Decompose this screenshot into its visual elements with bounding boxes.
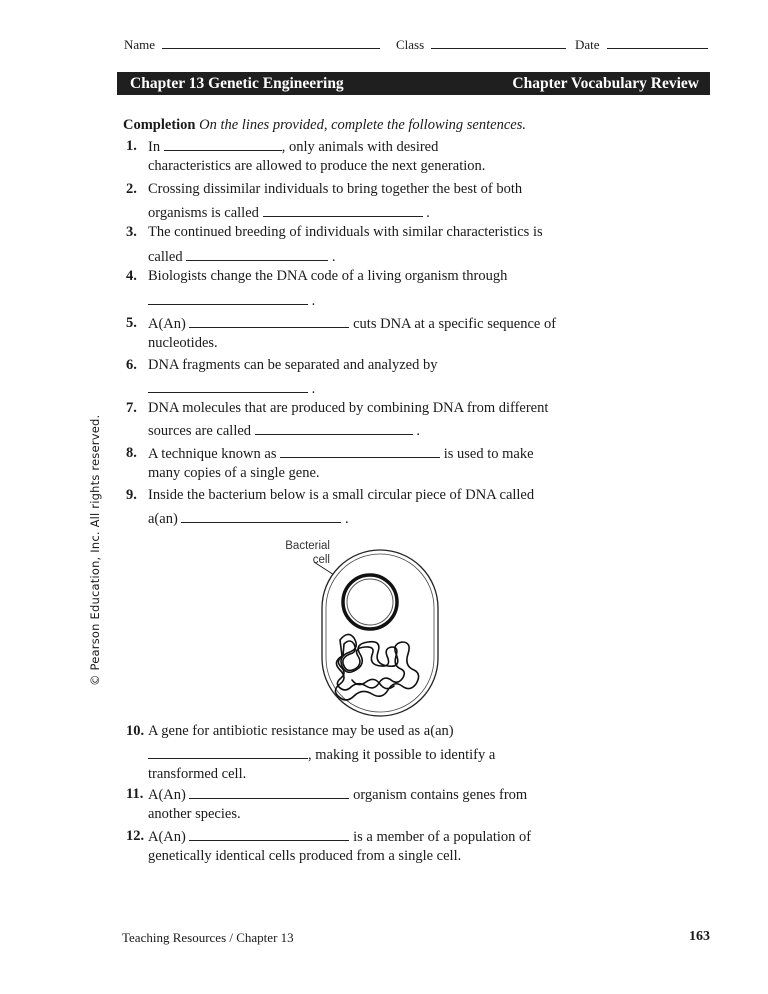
instructions-text: On the lines provided, complete the following sentences. xyxy=(199,117,526,133)
section-title: Chapter Vocabulary Review xyxy=(512,75,699,92)
question-text: transformed cell. xyxy=(148,766,247,782)
question-number: 12. xyxy=(126,828,145,844)
question-text: another species. xyxy=(148,806,241,822)
question-text: A(An) xyxy=(148,316,186,332)
answer-blank-6[interactable] xyxy=(148,378,308,393)
class-line[interactable] xyxy=(431,36,566,49)
question-text: many copies of a single gene. xyxy=(148,465,320,481)
question-text: nucleotides. xyxy=(148,335,218,351)
answer-blank-4[interactable] xyxy=(148,290,308,305)
class-label: Class xyxy=(396,37,425,52)
answer-blank-2[interactable] xyxy=(263,202,423,217)
question-text: Crossing dissimilar individuals to bring together the best of both xyxy=(148,181,523,197)
question-8 xyxy=(126,443,596,483)
question-text: cuts DNA at a specific sequence of xyxy=(353,316,557,332)
answer-blank-3[interactable] xyxy=(186,246,328,261)
question-number: 7. xyxy=(126,400,137,416)
question-number: 4. xyxy=(126,268,137,284)
chapter-title: Chapter 13 Genetic Engineering xyxy=(130,75,344,92)
figure-label-line: Bacterial xyxy=(285,540,330,552)
answer-blank-12[interactable] xyxy=(189,826,349,841)
question-text: genetically identical cells produced from a single cell. xyxy=(148,848,462,864)
answer-blank-7[interactable] xyxy=(255,420,413,435)
question-4 xyxy=(126,266,596,312)
instructions xyxy=(123,117,526,134)
date-label: Date xyxy=(575,37,600,52)
question-text: characteristics are allowed to produce the next generation. xyxy=(148,158,486,174)
question-text: Biologists change the DNA code of a living organism through xyxy=(148,268,508,284)
question-text: The continued breeding of individuals with similar characteristics is xyxy=(148,224,543,240)
question-text: a(an) xyxy=(148,511,178,527)
instructions-heading: Completion xyxy=(123,117,196,133)
name-line[interactable] xyxy=(162,36,380,49)
question-text: In xyxy=(148,139,161,155)
footer-source: Teaching Resources / Chapter 13 xyxy=(122,930,294,945)
question-12 xyxy=(126,826,596,866)
question-2 xyxy=(126,179,596,225)
question-text: . xyxy=(416,423,420,439)
question-number: 3. xyxy=(126,224,137,240)
chapter-title-bar xyxy=(117,72,710,95)
question-text: . xyxy=(331,249,336,265)
name-label: Name xyxy=(124,37,156,52)
name-field[interactable] xyxy=(124,36,380,53)
question-text: is a member of a population of xyxy=(353,829,532,845)
question-text: is used to make xyxy=(443,446,534,462)
question-text: A(An) xyxy=(148,787,186,803)
question-5 xyxy=(126,313,596,353)
class-field[interactable] xyxy=(396,36,566,53)
question-number: 9. xyxy=(126,487,137,503)
answer-blank-5[interactable] xyxy=(189,313,349,328)
question-text: , making it possible to identify a xyxy=(308,747,496,763)
question-3 xyxy=(126,222,596,268)
question-number: 6. xyxy=(126,357,137,373)
question-7 xyxy=(126,398,596,444)
question-text: organisms is called xyxy=(148,205,259,221)
question-11 xyxy=(126,784,596,824)
question-text: organism contains genes from xyxy=(353,787,528,803)
question-text: A(An) xyxy=(148,829,186,845)
answer-blank-8[interactable] xyxy=(280,443,440,458)
question-text: sources are called xyxy=(148,423,252,439)
question-text: . xyxy=(311,293,316,309)
answer-blank-1[interactable] xyxy=(164,136,282,151)
question-6 xyxy=(126,355,596,401)
question-text: . xyxy=(311,381,316,397)
answer-blank-10[interactable] xyxy=(148,744,308,759)
question-10 xyxy=(126,721,596,787)
date-line[interactable] xyxy=(607,36,708,49)
bacterial-cell-diagram xyxy=(300,540,440,720)
question-text: A technique known as xyxy=(148,446,277,462)
date-field[interactable] xyxy=(575,36,708,53)
copyright-notice: © Pearson Education, Inc. All rights reserved. xyxy=(88,414,102,686)
question-text: Inside the bacterium below is a small circular piece of DNA called xyxy=(148,487,535,503)
question-number: 8. xyxy=(126,445,137,461)
question-number: 11. xyxy=(126,786,144,802)
question-text: called xyxy=(148,249,183,265)
question-number: 1. xyxy=(126,138,137,154)
question-number: 10. xyxy=(126,723,145,739)
question-1 xyxy=(126,136,596,176)
question-text: DNA molecules that are produced by combining DNA from different xyxy=(148,400,549,416)
question-text: DNA fragments can be separated and analyzed by xyxy=(148,357,438,373)
question-text: , only animals with desired xyxy=(281,139,439,155)
question-text: . xyxy=(426,205,430,221)
question-number: 2. xyxy=(126,181,137,197)
question-text: A gene for antibiotic resistance may be used as a(an) xyxy=(148,723,454,739)
question-number: 5. xyxy=(126,315,137,331)
page-number: 163 xyxy=(689,929,710,944)
figure-label-line: cell xyxy=(312,554,330,566)
cell-wall-outer xyxy=(322,550,438,716)
answer-blank-11[interactable] xyxy=(189,784,349,799)
question-9 xyxy=(126,485,596,531)
answer-blank-9[interactable] xyxy=(181,508,341,523)
question-text: . xyxy=(345,511,349,527)
